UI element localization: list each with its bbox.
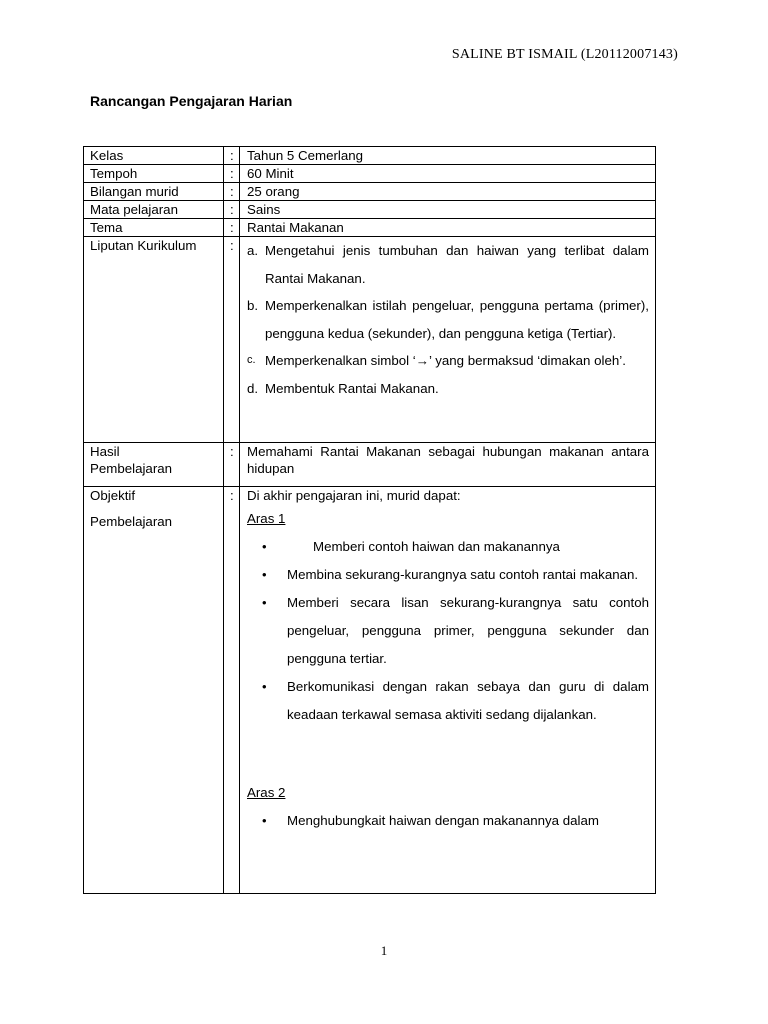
table-row-liputan [84, 237, 656, 443]
list-marker: b. [247, 298, 259, 313]
list-item [247, 375, 649, 403]
list-item-text: Memperkenalkan simbol ‘→’ yang bermaksud ‘dimakan oleh’. [265, 353, 626, 368]
bullet-icon: • [262, 813, 267, 828]
label-line: Hasil [90, 444, 120, 459]
list-item [247, 292, 649, 347]
list-item [247, 237, 649, 292]
row-separator: : [224, 183, 240, 201]
row-label-kelas: Kelas [84, 147, 224, 165]
row-value-tema: Rantai Makanan [240, 219, 656, 237]
table-row [84, 201, 656, 219]
row-label-hasil-pembelajaran [84, 443, 224, 487]
list-item [247, 807, 649, 835]
list-marker: a. [247, 243, 259, 258]
aras-1-heading: Aras 1 [247, 511, 286, 526]
row-separator: : [224, 201, 240, 219]
label-line: Objektif [90, 488, 136, 503]
objektif-content [240, 487, 656, 894]
row-separator: : [224, 237, 240, 443]
list-item-text: Berkomunikasi dengan rakan sebaya dan guru di dalam keadaan terkawal semasa aktiviti sedang dijalankan. [287, 679, 649, 722]
row-label-tema: Tema [84, 219, 224, 237]
table-row-objektif [84, 487, 656, 894]
row-value-mata-pelajaran: Sains [240, 201, 656, 219]
objektif-intro: Di akhir pengajaran ini, murid dapat: [247, 488, 461, 503]
list-item-text: Mengetahui jenis tumbuhan dan haiwan yang terlibat dalam Rantai Makanan. [265, 243, 649, 286]
page-number: 1 [380, 943, 388, 958]
table-row [84, 147, 656, 165]
liputan-list [247, 237, 649, 402]
row-separator: : [224, 443, 240, 487]
bullet-icon: • [262, 595, 267, 610]
table-row [84, 183, 656, 201]
list-item-text: Memberi secara lisan sekurang-kurangnya satu contoh pengeluar, pengguna primer, pengguna sekunder dan pengguna tertiar. [287, 595, 649, 666]
document-title: Rancangan Pengajaran Harian [90, 93, 293, 109]
bullet-icon: • [262, 539, 267, 554]
row-value-kelas: Tahun 5 Cemerlang [240, 147, 656, 165]
row-value-bilangan-murid: 25 orang [240, 183, 656, 201]
table-row [84, 219, 656, 237]
row-separator: : [224, 219, 240, 237]
table-row-hasil [84, 443, 656, 487]
list-marker: c. [247, 354, 256, 366]
bullet-icon: • [262, 567, 267, 582]
list-item-text: Menghubungkait haiwan dengan makanannya dalam [287, 813, 599, 828]
list-item-text: Memberi contoh haiwan dan makanannya [313, 539, 560, 554]
row-label-mata-pelajaran: Mata pelajaran [84, 201, 224, 219]
lesson-plan-table [83, 146, 656, 894]
bullet-icon: • [262, 679, 267, 694]
label-line: Pembelajaran [90, 461, 173, 476]
label-line: Pembelajaran [90, 514, 173, 529]
row-separator: : [224, 165, 240, 183]
list-item [247, 589, 649, 673]
list-item [247, 673, 649, 729]
row-label-tempoh: Tempoh [84, 165, 224, 183]
aras-1-list [247, 533, 649, 729]
row-value-tempoh: 60 Minit [240, 165, 656, 183]
list-item-text: Memperkenalkan istilah pengeluar, pengguna pertama (primer), pengguna kedua (sekunder), dan pengguna ketiga (Tertiar). [265, 298, 649, 341]
list-marker: d. [247, 380, 259, 396]
aras-2-list [247, 807, 649, 835]
list-item [247, 561, 649, 589]
row-label-bilangan-murid: Bilangan murid [84, 183, 224, 201]
header-author: SALINE BT ISMAIL (L20112007143) [451, 47, 678, 62]
list-item [247, 533, 649, 561]
liputan-content [240, 237, 656, 443]
row-label-liputan-kurikulum: Liputan Kurikulum [84, 237, 224, 443]
aras-2-heading: Aras 2 [247, 785, 286, 800]
row-label-objektif-pembelajaran [84, 487, 224, 894]
row-value-hasil-pembelajaran: Memahami Rantai Makanan sebagai hubungan makanan antara hidupan [240, 443, 656, 487]
row-separator: : [224, 147, 240, 165]
list-item-text: Membentuk Rantai Makanan. [265, 380, 439, 396]
table-row [84, 165, 656, 183]
list-item-text: Membina sekurang-kurangnya satu contoh rantai makanan. [287, 567, 639, 582]
spacer [247, 729, 649, 778]
list-item [247, 347, 649, 375]
row-separator: : [224, 487, 240, 894]
